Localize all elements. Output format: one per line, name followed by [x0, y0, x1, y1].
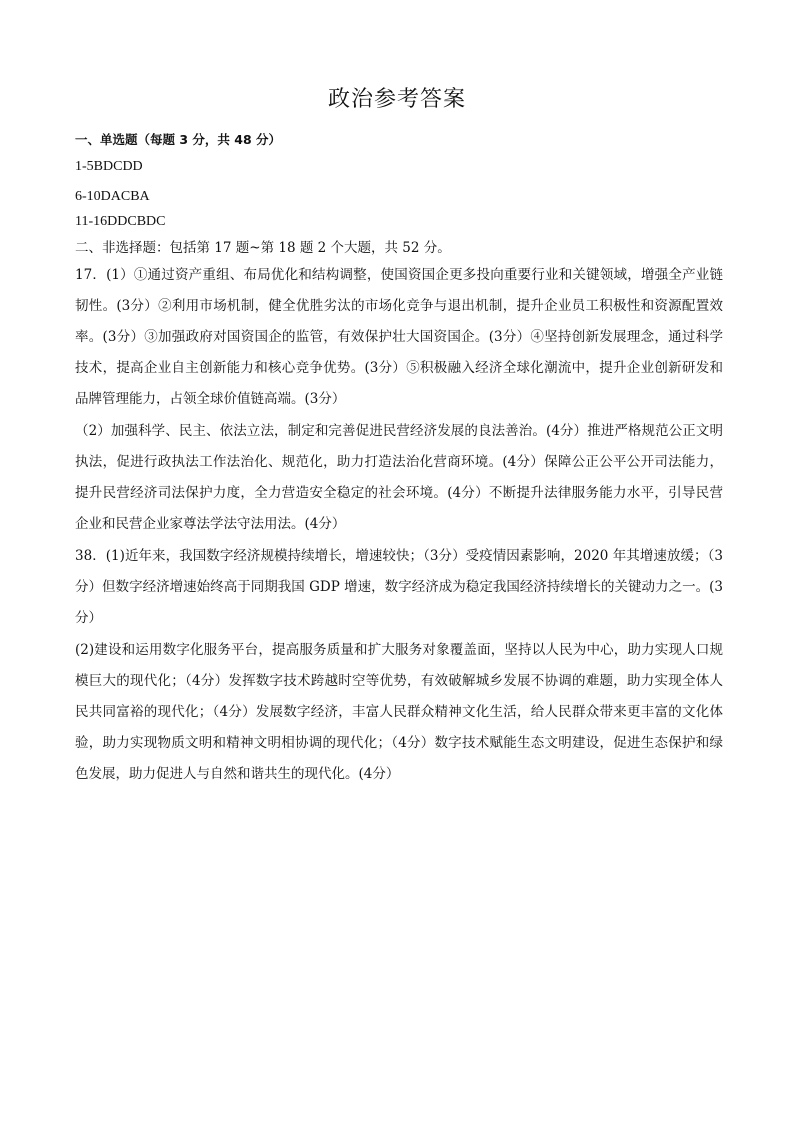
question-17-part-2: （2）加强科学、民主、依法立法，制定和完善促进民营经济发展的良法善治。(4分）推进严格规范公正文明执法，促进行政执法工作法治化、规范化，助力打造法治化营商环境。(4分）保障公正公平公开司法能力，提升民营经济司法保护力度，全力营造安全稳定的社会环境。(4分）不断提升法律服务能力水平，引导民营企业和民营企业家尊法学法守法用法。(4分） — [75, 423, 723, 532]
question-17-part-1: 17．(1）①通过资产重组、布局优化和结构调整，使国资国企更多投向重要行业和关键领域，增强全产业链韧性。(3分）②利用市场机制，健全优胜劣汰的市场化竞争与退出机制，提升企业员工积极性和资源配置效率。(3分）③加强政府对国资国企的监管，有效保护壮大国资国企。(3分）④坚持创新发展理念，通过科学技术，提高企业自主创新能力和核心竞争优势。(3分）⑤积极融入经济全球化潮流中，提升企业创新研发和品牌管理能力，占领全球价值链高端。(3分） — [75, 267, 723, 407]
answer-row-3: 11-16DDCBDC — [75, 214, 166, 229]
section-2-heading: 二、非选择题：包括第 17 题~第 18 题 2 个大题，共 52 分。 — [75, 240, 451, 256]
answer-row-2: 6-10DACBA — [75, 189, 150, 204]
answer-row-1: 1-5BDCDD — [75, 159, 143, 174]
question-18-part-2: (2)建设和运用数字化服务平台，提高服务质量和扩大服务对象覆盖面，坚持以人民为中心，助力实现人口规模巨大的现代化；（4分）发挥数字技术跨越时空等优势，有效破解城乡发展不协调的难题，助力实现全体人民共同富裕的现代化；（4分）发展数字经济，丰富人民群众精神文化生活，给人民群众带来更丰富的文化体验，助力实现物质文明和精神文明相协调的现代化；（4分）数字技术赋能生态文明建设，促进生态保护和绿色发展，助力促进人与自然和谐共生的现代化。(4分） — [75, 642, 723, 782]
question-18-part-1: 38．(1)近年来，我国数字经济规模持续增长，增速较快；（3分）受疫情因素影响，2020 年其增速放缓；（3分）但数字经济增速始终高于同期我国 GDP 增速，数字经济成为稳定我国经济持续增长的关键动力之一。(3分） — [75, 548, 723, 626]
section-1-heading: 一、单选题（每题 3 分，共 48 分） — [75, 132, 282, 147]
page-title: 政治参考答案 — [327, 87, 466, 112]
